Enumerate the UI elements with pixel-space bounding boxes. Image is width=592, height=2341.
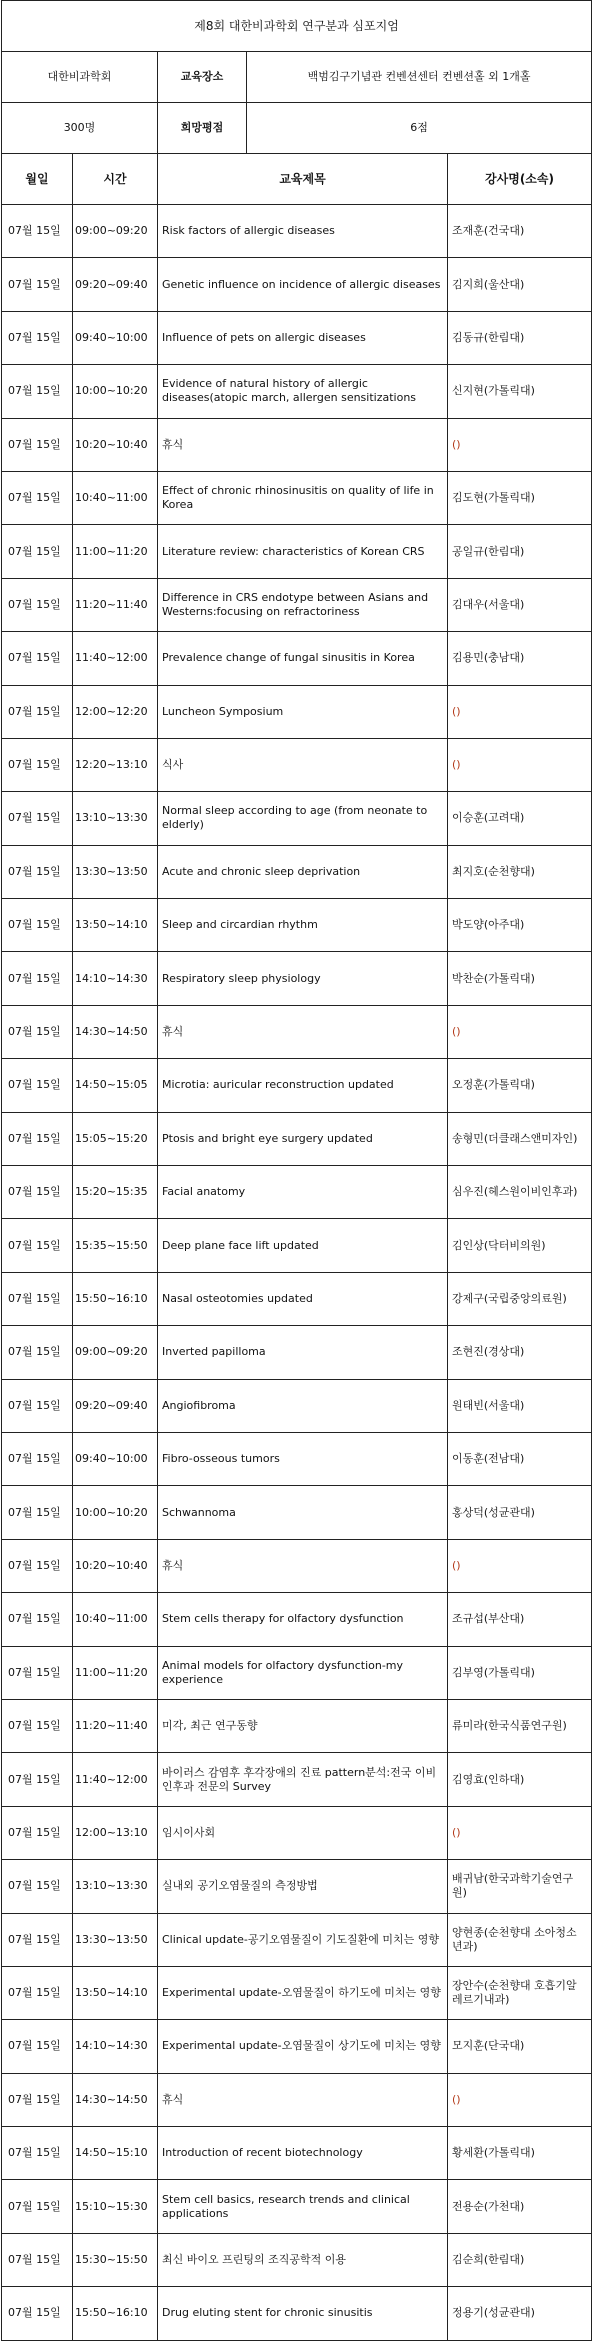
row-date: 07월 15일	[2, 738, 73, 791]
row-topic: Inverted papilloma	[158, 1326, 448, 1379]
row-lecturer: 모지훈(단국대)	[448, 2020, 592, 2073]
attendee-count: 300명	[2, 103, 158, 154]
row-time: 13:30~13:50	[73, 1913, 158, 1966]
row-topic: Luncheon Symposium	[158, 685, 448, 738]
row-topic: Nasal osteotomies updated	[158, 1272, 448, 1325]
points-label: 희망평점	[158, 103, 247, 154]
row-date: 07월 15일	[2, 258, 73, 311]
place-label: 교육장소	[158, 52, 247, 103]
row-time: 12:20~13:10	[73, 738, 158, 791]
row-time: 15:35~15:50	[73, 1219, 158, 1272]
table-header	[2, 154, 592, 205]
row-time: 14:50~15:05	[73, 1059, 158, 1112]
row-date: 07월 15일	[2, 1539, 73, 1592]
row-date: 07월 15일	[2, 1326, 73, 1379]
row-lecturer: ()	[448, 1005, 592, 1058]
row-topic: 휴식	[158, 1005, 448, 1058]
organizer: 대한비과학회	[2, 52, 158, 103]
row-topic: 최신 바이오 프린팅의 조직공학적 이용	[158, 2233, 448, 2286]
row-topic: Effect of chronic rhinosinusitis on quality of life in Korea	[158, 471, 448, 524]
row-lecturer: 조재훈(건국대)	[448, 205, 592, 258]
row-lecturer: ()	[448, 1539, 592, 1592]
row-topic: Animal models for olfactory dysfunction-my experience	[158, 1646, 448, 1699]
row-topic: Schwannoma	[158, 1486, 448, 1539]
column-header-lecturer: 강사명(소속)	[448, 154, 592, 205]
row-topic: Acute and chronic sleep deprivation	[158, 845, 448, 898]
row-date: 07월 15일	[2, 1166, 73, 1219]
row-topic: 바이러스 감염후 후각장애의 진료 pattern분석:전국 이비인후과 전문의 Survey	[158, 1753, 448, 1806]
row-time: 09:00~09:20	[73, 1326, 158, 1379]
row-date: 07월 15일	[2, 1646, 73, 1699]
table-row	[2, 792, 592, 845]
place-value: 백범김구기념관 컨벤션센터 컨벤션홀 외 1개홀	[247, 52, 592, 103]
row-topic: 휴식	[158, 1539, 448, 1592]
row-time: 15:20~15:35	[73, 1166, 158, 1219]
row-lecturer: ()	[448, 418, 592, 471]
row-lecturer: 오정훈(가톨릭대)	[448, 1059, 592, 1112]
row-time: 10:00~10:20	[73, 1486, 158, 1539]
row-lecturer: 김도현(가톨릭대)	[448, 471, 592, 524]
table-row	[2, 1646, 592, 1699]
row-topic: Experimental update-오염물질이 하기도에 미치는 영향	[158, 1966, 448, 2019]
row-lecturer: 조규섭(부산대)	[448, 1593, 592, 1646]
row-topic: Clinical update-공기오염물질이 기도질환에 미치는 영향	[158, 1913, 448, 1966]
row-date: 07월 15일	[2, 1379, 73, 1432]
row-lecturer: 양현종(순천향대 소아청소년과)	[448, 1913, 592, 1966]
row-lecturer: ()	[448, 685, 592, 738]
table-row	[2, 1379, 592, 1432]
row-time: 14:10~14:30	[73, 952, 158, 1005]
row-time: 09:20~09:40	[73, 258, 158, 311]
table-row	[2, 205, 592, 258]
row-time: 14:30~14:50	[73, 2073, 158, 2126]
row-lecturer: 홍상덕(성균관대)	[448, 1486, 592, 1539]
row-lecturer: 배귀남(한국과학기술연구원)	[448, 1860, 592, 1913]
row-lecturer: 원태빈(서울대)	[448, 1379, 592, 1432]
row-time: 10:40~11:00	[73, 1593, 158, 1646]
table-row	[2, 1753, 592, 1806]
row-lecturer: 공일규(한림대)	[448, 525, 592, 578]
table-row	[2, 1005, 592, 1058]
row-lecturer: 김지희(울산대)	[448, 258, 592, 311]
table-row	[2, 1326, 592, 1379]
row-date: 07월 15일	[2, 1753, 73, 1806]
row-lecturer: ()	[448, 2073, 592, 2126]
row-topic: Experimental update-오염물질이 상기도에 미치는 영향	[158, 2020, 448, 2073]
table-row	[2, 418, 592, 471]
row-lecturer: 김대우(서울대)	[448, 578, 592, 631]
row-lecturer: 김용민(충남대)	[448, 632, 592, 685]
row-date: 07월 15일	[2, 845, 73, 898]
row-date: 07월 15일	[2, 2233, 73, 2286]
row-time: 14:50~15:10	[73, 2127, 158, 2180]
row-time: 09:40~10:00	[73, 1432, 158, 1485]
row-date: 07월 15일	[2, 1966, 73, 2019]
row-topic: Facial anatomy	[158, 1166, 448, 1219]
row-topic: Sleep and circardian rhythm	[158, 899, 448, 952]
row-topic: Introduction of recent biotechnology	[158, 2127, 448, 2180]
row-date: 07월 15일	[2, 205, 73, 258]
table-row	[2, 1806, 592, 1859]
row-date: 07월 15일	[2, 2127, 73, 2180]
row-time: 11:40~12:00	[73, 632, 158, 685]
row-lecturer: 황세환(가톨릭대)	[448, 2127, 592, 2180]
row-time: 14:10~14:30	[73, 2020, 158, 2073]
row-lecturer: 김인상(닥터비의원)	[448, 1219, 592, 1272]
table-row	[2, 1486, 592, 1539]
row-time: 11:00~11:20	[73, 525, 158, 578]
row-time: 10:20~10:40	[73, 1539, 158, 1592]
row-lecturer: 이승훈(고려대)	[448, 792, 592, 845]
table-row	[2, 365, 592, 418]
row-topic: Evidence of natural history of allergic diseases(atopic march, allergen sensitizations	[158, 365, 448, 418]
row-lecturer: 류미라(한국식품연구원)	[448, 1699, 592, 1752]
row-time: 10:20~10:40	[73, 418, 158, 471]
row-topic: Stem cell basics, research trends and clinical applications	[158, 2180, 448, 2233]
row-time: 11:20~11:40	[73, 578, 158, 631]
table-row	[2, 1699, 592, 1752]
row-topic: 미각, 최근 연구동향	[158, 1699, 448, 1752]
row-topic: Risk factors of allergic diseases	[158, 205, 448, 258]
page-title: 제8회 대한비과학회 연구분과 심포지엄	[2, 1, 592, 52]
row-topic: Fibro-osseous tumors	[158, 1432, 448, 1485]
table-row	[2, 2233, 592, 2286]
row-time: 15:10~15:30	[73, 2180, 158, 2233]
table-row	[2, 1059, 592, 1112]
row-topic: Prevalence change of fungal sinusitis in Korea	[158, 632, 448, 685]
row-date: 07월 15일	[2, 1219, 73, 1272]
row-date: 07월 15일	[2, 1806, 73, 1859]
row-date: 07월 15일	[2, 1913, 73, 1966]
row-lecturer: 장안수(순천향대 호흡기알레르기내과)	[448, 1966, 592, 2019]
row-time: 12:00~13:10	[73, 1806, 158, 1859]
schedule-page	[1, 0, 591, 2341]
row-time: 09:40~10:00	[73, 311, 158, 364]
row-topic: 임시이사회	[158, 1806, 448, 1859]
table-row	[2, 2180, 592, 2233]
table-row	[2, 471, 592, 524]
row-topic: Angiofibroma	[158, 1379, 448, 1432]
row-topic: Respiratory sleep physiology	[158, 952, 448, 1005]
table-row	[2, 2287, 592, 2340]
row-date: 07월 15일	[2, 2073, 73, 2126]
row-topic: Stem cells therapy for olfactory dysfunction	[158, 1593, 448, 1646]
row-date: 07월 15일	[2, 632, 73, 685]
row-lecturer: 이동훈(전남대)	[448, 1432, 592, 1485]
row-date: 07월 15일	[2, 578, 73, 631]
row-lecturer: 박도양(아주대)	[448, 899, 592, 952]
row-time: 10:00~10:20	[73, 365, 158, 418]
row-topic: Genetic influence on incidence of allergic diseases	[158, 258, 448, 311]
table-row	[2, 845, 592, 898]
table-row	[2, 258, 592, 311]
table-row	[2, 632, 592, 685]
table-row	[2, 1913, 592, 1966]
table-row	[2, 1166, 592, 1219]
table-row	[2, 738, 592, 791]
row-time: 15:30~15:50	[73, 2233, 158, 2286]
row-lecturer: 김순희(한림대)	[448, 2233, 592, 2286]
row-time: 15:50~16:10	[73, 1272, 158, 1325]
points-value: 6점	[247, 103, 592, 154]
row-date: 07월 15일	[2, 1486, 73, 1539]
table-row	[2, 2127, 592, 2180]
row-time: 10:40~11:00	[73, 471, 158, 524]
row-date: 07월 15일	[2, 1699, 73, 1752]
row-date: 07월 15일	[2, 952, 73, 1005]
table-row	[2, 1112, 592, 1165]
row-date: 07월 15일	[2, 1272, 73, 1325]
row-lecturer: ()	[448, 1806, 592, 1859]
table-row	[2, 1593, 592, 1646]
row-topic: 실내외 공기오염물질의 측정방법	[158, 1860, 448, 1913]
row-time: 13:50~14:10	[73, 1966, 158, 2019]
row-topic: 휴식	[158, 418, 448, 471]
row-topic: 휴식	[158, 2073, 448, 2126]
column-header-topic: 교육제목	[158, 154, 448, 205]
schedule-table	[1, 0, 592, 2341]
row-topic: Influence of pets on allergic diseases	[158, 311, 448, 364]
row-time: 13:30~13:50	[73, 845, 158, 898]
row-date: 07월 15일	[2, 1432, 73, 1485]
row-topic: Ptosis and bright eye surgery updated	[158, 1112, 448, 1165]
row-time: 11:00~11:20	[73, 1646, 158, 1699]
row-date: 07월 15일	[2, 2287, 73, 2340]
row-date: 07월 15일	[2, 1005, 73, 1058]
row-date: 07월 15일	[2, 2020, 73, 2073]
table-row	[2, 2073, 592, 2126]
row-time: 15:05~15:20	[73, 1112, 158, 1165]
row-lecturer: 김영효(인하대)	[448, 1753, 592, 1806]
row-date: 07월 15일	[2, 1112, 73, 1165]
row-date: 07월 15일	[2, 1593, 73, 1646]
row-lecturer: 정용기(성균관대)	[448, 2287, 592, 2340]
table-row	[2, 685, 592, 738]
row-date: 07월 15일	[2, 899, 73, 952]
row-topic: Microtia: auricular reconstruction updated	[158, 1059, 448, 1112]
row-lecturer: 강제구(국립중앙의료원)	[448, 1272, 592, 1325]
row-lecturer: 전용순(가천대)	[448, 2180, 592, 2233]
row-lecturer: 김동규(한림대)	[448, 311, 592, 364]
row-lecturer: 김부영(가톨릭대)	[448, 1646, 592, 1699]
table-row	[2, 1432, 592, 1485]
row-date: 07월 15일	[2, 418, 73, 471]
row-time: 15:50~16:10	[73, 2287, 158, 2340]
row-time: 13:10~13:30	[73, 792, 158, 845]
column-header-time: 시간	[73, 154, 158, 205]
row-time: 12:00~12:20	[73, 685, 158, 738]
row-lecturer: 최지호(순천향대)	[448, 845, 592, 898]
table-row	[2, 952, 592, 1005]
table-row	[2, 1966, 592, 2019]
row-date: 07월 15일	[2, 1860, 73, 1913]
row-topic: Normal sleep according to age (from neonate to elderly)	[158, 792, 448, 845]
row-lecturer: 송형민(더클래스앤미자인)	[448, 1112, 592, 1165]
row-lecturer: 심우진(헤스원이비인후과)	[448, 1166, 592, 1219]
row-topic: 식사	[158, 738, 448, 791]
row-date: 07월 15일	[2, 525, 73, 578]
row-lecturer: 신지현(가톨릭대)	[448, 365, 592, 418]
row-topic: Drug eluting stent for chronic sinusitis	[158, 2287, 448, 2340]
table-row	[2, 1219, 592, 1272]
row-date: 07월 15일	[2, 792, 73, 845]
column-header-date: 월일	[2, 154, 73, 205]
row-date: 07월 15일	[2, 685, 73, 738]
table-row	[2, 525, 592, 578]
row-topic: Deep plane face lift updated	[158, 1219, 448, 1272]
row-date: 07월 15일	[2, 311, 73, 364]
table-row	[2, 311, 592, 364]
row-time: 14:30~14:50	[73, 1005, 158, 1058]
row-lecturer: 조현진(경상대)	[448, 1326, 592, 1379]
row-lecturer: ()	[448, 738, 592, 791]
row-time: 11:20~11:40	[73, 1699, 158, 1752]
table-row	[2, 2020, 592, 2073]
table-row	[2, 1860, 592, 1913]
row-topic: Literature review: characteristics of Korean CRS	[158, 525, 448, 578]
row-time: 13:50~14:10	[73, 899, 158, 952]
row-date: 07월 15일	[2, 471, 73, 524]
row-date: 07월 15일	[2, 365, 73, 418]
table-row	[2, 899, 592, 952]
table-row	[2, 1539, 592, 1592]
row-date: 07월 15일	[2, 2180, 73, 2233]
row-lecturer: 박찬순(가톨릭대)	[448, 952, 592, 1005]
row-date: 07월 15일	[2, 1059, 73, 1112]
row-topic: Difference in CRS endotype between Asians and Westerns:focusing on refractoriness	[158, 578, 448, 631]
row-time: 09:00~09:20	[73, 205, 158, 258]
row-time: 13:10~13:30	[73, 1860, 158, 1913]
table-row	[2, 578, 592, 631]
row-time: 11:40~12:00	[73, 1753, 158, 1806]
row-time: 09:20~09:40	[73, 1379, 158, 1432]
table-row	[2, 1272, 592, 1325]
